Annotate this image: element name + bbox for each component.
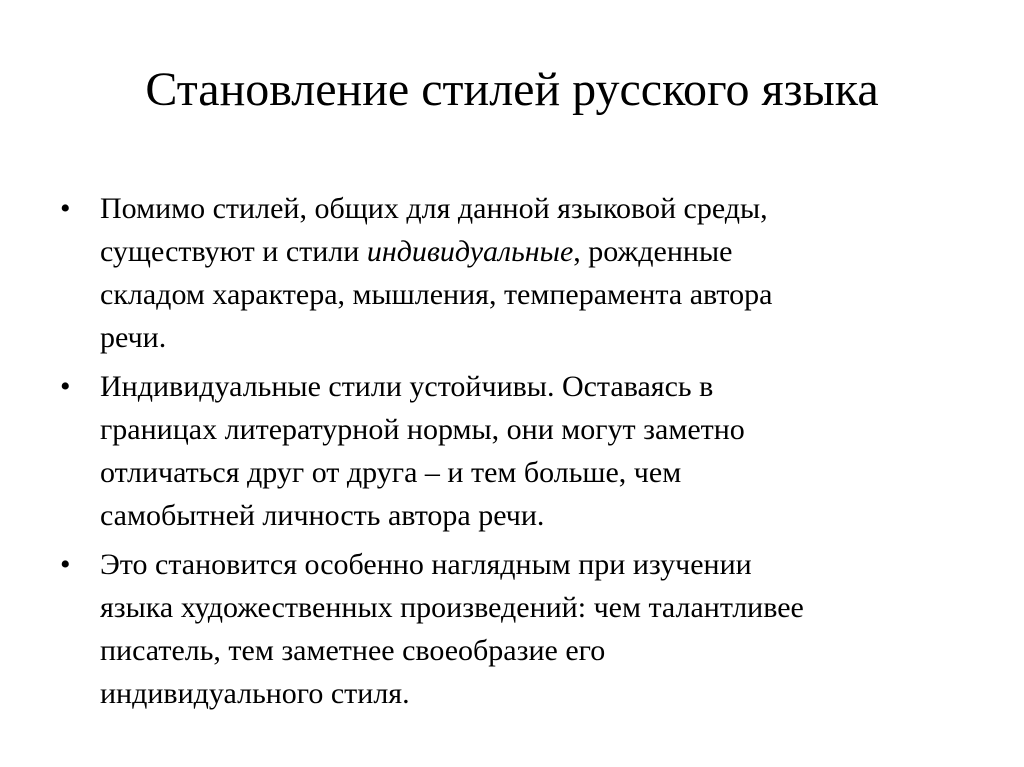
bullet-marker: •	[60, 370, 71, 403]
bullet-line	[100, 366, 713, 408]
bullet-marker: •	[60, 548, 71, 581]
bullet-line	[100, 495, 544, 537]
text-segment: речи.	[100, 321, 167, 354]
bullet-line	[100, 630, 605, 672]
emphasized-text: индивидуальные	[366, 235, 574, 268]
bullet-line	[100, 317, 166, 359]
text-segment: отличаться друг от друга – и тем больше, чем	[100, 456, 682, 489]
text-segment: индивидуального стиля.	[100, 677, 410, 710]
text-segment: Помимо стилей, общих для данной языковой среды,	[100, 192, 768, 225]
bullet-line	[100, 409, 745, 451]
slide-title: Становление стилей русского языка	[145, 63, 879, 116]
bullet-marker: •	[60, 192, 71, 225]
text-segment: языка художественных произведений: чем талантливее	[100, 591, 804, 624]
bullet-line	[100, 544, 752, 586]
text-segment: Индивидуальные стили устойчивы. Оставаясь в	[100, 370, 714, 403]
text-segment: самобытней личность автора речи.	[100, 499, 545, 532]
text-segment: Это становится особенно наглядным при изучении	[100, 548, 752, 581]
text-segment: существуют и стили	[100, 235, 367, 268]
bullet-line	[100, 673, 410, 715]
bullet-line	[100, 188, 768, 230]
bullet-line	[100, 452, 681, 494]
text-segment: границах литературной нормы, они могут заметно	[100, 413, 745, 446]
bullet-line	[100, 587, 804, 629]
text-segment: , рожденные	[573, 235, 733, 268]
text-segment: складом характера, мышления, темперамента автора	[100, 278, 773, 311]
text-segment: писатель, тем заметнее своеобразие его	[100, 634, 606, 667]
bullet-line	[100, 274, 772, 316]
bullet-line	[100, 231, 732, 273]
